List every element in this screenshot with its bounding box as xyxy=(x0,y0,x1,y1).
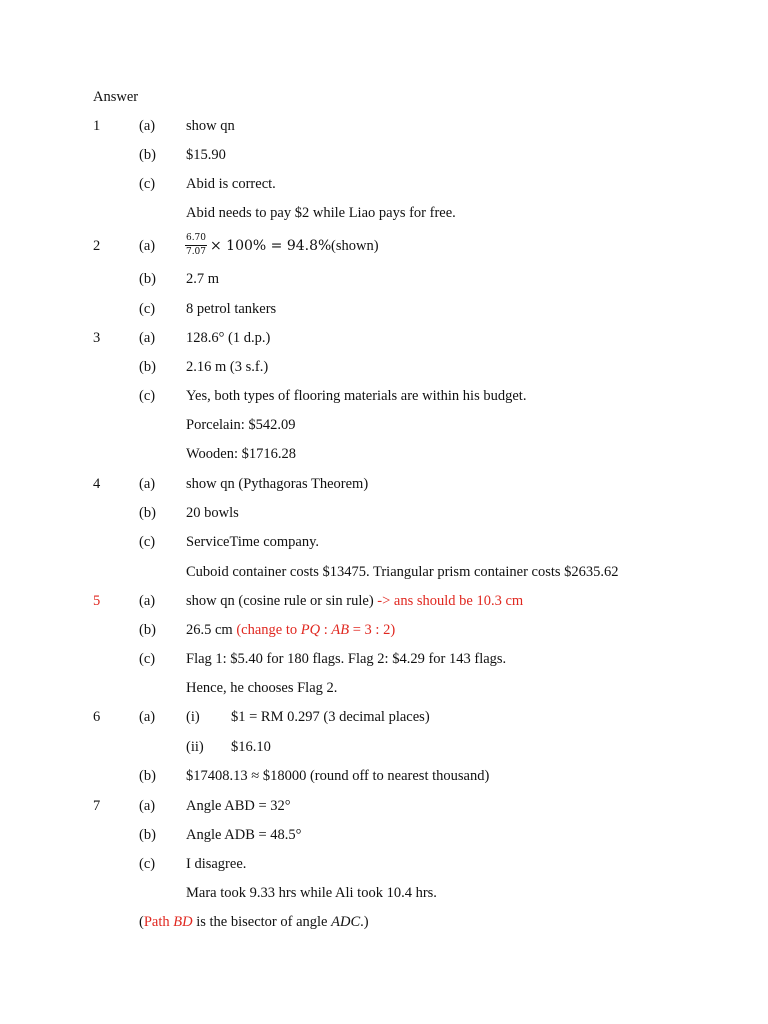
answer-text: show qn xyxy=(186,118,235,134)
question-number: 2 xyxy=(93,238,101,254)
part-label: (b) xyxy=(139,622,156,638)
part-label: (b) xyxy=(139,271,156,287)
answer-text: ServiceTime company. xyxy=(186,534,320,550)
answer-line xyxy=(186,621,395,639)
answer-text: $17408.13 ≈ $18000 (round off to nearest thousand) xyxy=(186,768,490,784)
part-label: (c) xyxy=(139,534,156,550)
answer-text: 2.7 m xyxy=(186,271,220,287)
answer-text: Angle ABD = 32° xyxy=(186,798,291,814)
part-label: (a) xyxy=(139,118,156,134)
correction-note: (change to PQ : AB = 3 : 2) xyxy=(236,622,396,638)
answer-text: 2.16 m (3 s.f.) xyxy=(186,359,269,375)
question-number: 4 xyxy=(93,476,101,492)
part-label: (c) xyxy=(139,301,156,317)
part-label: (c) xyxy=(139,651,156,667)
part-label: (c) xyxy=(139,176,156,192)
fraction-denominator: 7.07 xyxy=(185,247,207,257)
correction-note: -> ans should be 10.3 cm xyxy=(377,593,524,609)
answer-text: 8 petrol tankers xyxy=(186,301,277,317)
answer-text: $16.10 xyxy=(231,739,271,755)
question-number: 1 xyxy=(93,118,101,134)
part-label: (b) xyxy=(139,359,156,375)
answer-text: Angle ADB = 48.5° xyxy=(186,827,302,843)
answer-text: Cuboid container costs $13475. Triangular prism container costs $2635.62 xyxy=(186,564,619,580)
answer-text: I disagree. xyxy=(186,856,247,872)
part-label: (a) xyxy=(139,476,156,492)
part-label: (a) xyxy=(139,593,156,609)
subpart-label: (ii) xyxy=(186,739,204,755)
answer-text: 128.6° (1 d.p.) xyxy=(186,330,271,346)
answer-text: Abid is correct. xyxy=(186,176,276,192)
fraction-numerator: 6.70 xyxy=(185,233,207,243)
part-label: (c) xyxy=(139,388,156,404)
fraction-bar xyxy=(185,245,207,246)
answer-text: Mara took 9.33 hrs while Ali took 10.4 hrs. xyxy=(186,885,437,901)
question-number: 5 xyxy=(93,593,101,609)
question-number: 6 xyxy=(93,709,101,725)
answer-text: $1 = RM 0.297 (3 decimal places) xyxy=(231,709,430,725)
subpart-label: (i) xyxy=(186,709,200,725)
answer-text: Wooden: $1716.28 xyxy=(186,446,296,462)
answer-line xyxy=(186,592,523,610)
bisector-note: (Path BD is the bisector of angle ADC.) xyxy=(139,914,369,930)
answer-text: show qn (cosine rule or sin rule) xyxy=(186,593,374,609)
part-label: (a) xyxy=(139,238,156,254)
answer-text: 20 bowls xyxy=(186,505,239,521)
answer-text: show qn (Pythagoras Theorem) xyxy=(186,476,369,492)
answer-text: 26.5 cm xyxy=(186,622,233,638)
answer-text: Hence, he chooses Flag 2. xyxy=(186,680,338,696)
answer-text: (shown) xyxy=(331,238,379,254)
answer-text: Yes, both types of flooring materials are within his budget. xyxy=(186,388,527,404)
answer-text: Abid needs to pay $2 while Liao pays for free. xyxy=(186,205,456,221)
question-number: 7 xyxy=(93,798,101,814)
answer-text: Porcelain: $542.09 xyxy=(186,417,296,433)
part-label: (c) xyxy=(139,856,156,872)
answer-text: $15.90 xyxy=(186,147,226,163)
part-label: (b) xyxy=(139,827,156,843)
question-number: 3 xyxy=(93,330,101,346)
part-label: (b) xyxy=(139,505,156,521)
math-expression: × 100% = 94.8% xyxy=(210,238,332,254)
page-heading: Answer xyxy=(93,89,139,105)
part-label: (a) xyxy=(139,330,156,346)
part-label: (b) xyxy=(139,147,156,163)
part-label: (b) xyxy=(139,768,156,784)
part-label: (a) xyxy=(139,709,156,725)
answer-text: Flag 1: $5.40 for 180 flags. Flag 2: $4.29 for 143 flags. xyxy=(186,651,507,667)
part-label: (a) xyxy=(139,798,156,814)
